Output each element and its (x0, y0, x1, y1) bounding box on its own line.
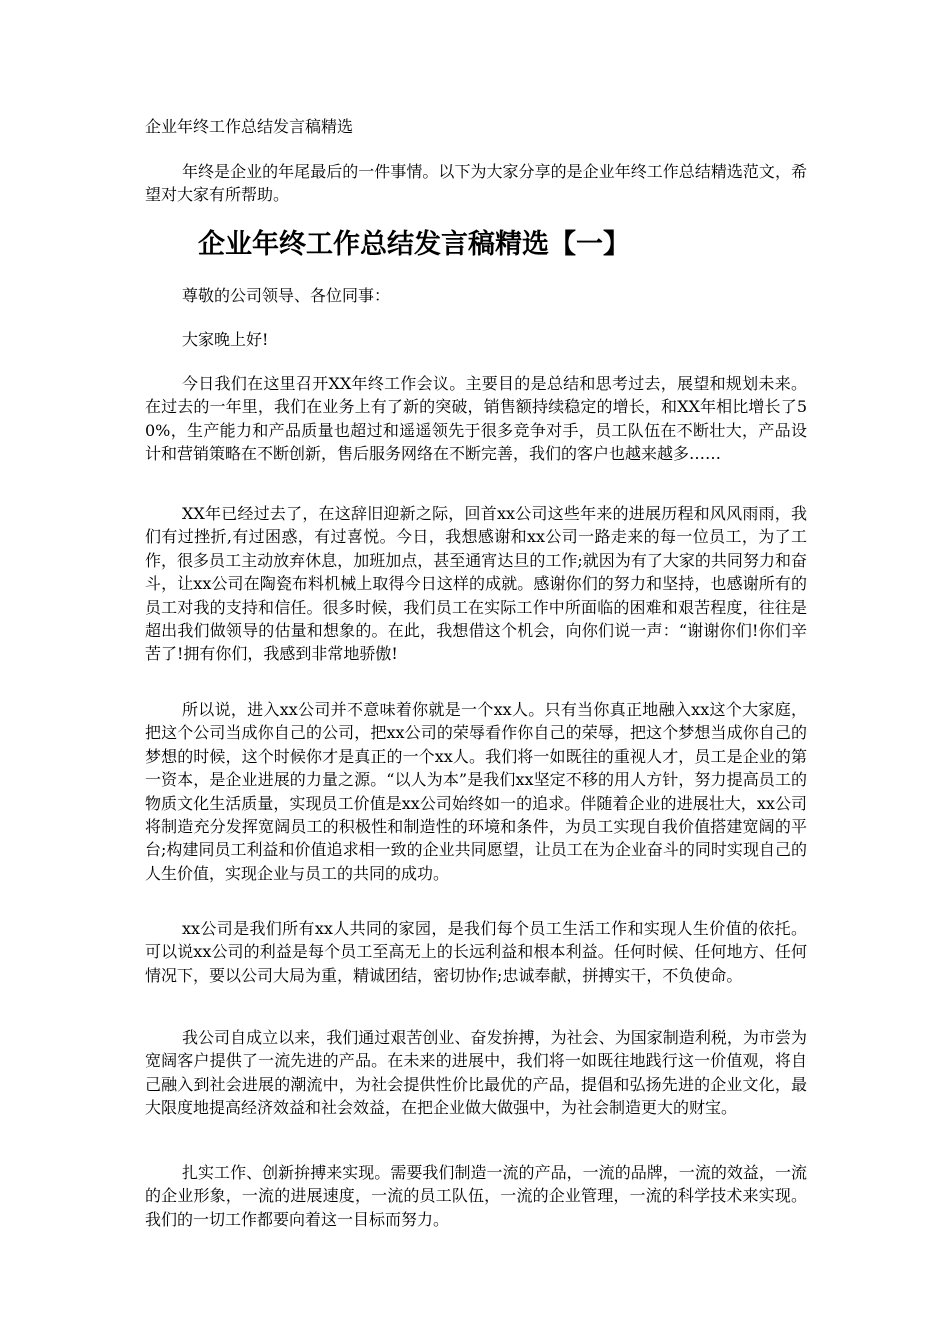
intro-paragraph: 年终是企业的年尾最后的一件事情。以下为大家分享的是企业年终工作总结精选范文，希望对大家有所帮助。 (145, 162, 807, 205)
salutation-line: 大家晚上好! (182, 330, 269, 349)
body-paragraph-1: 今日我们在这里召开XX年终工作会议。主要目的是总结和思考过去，展望和规划未来。在过去的一年里，我们在业务上有了新的突破，销售额持续稳定的增长，和XX年相比增长了50%，生产能力和产品质量也超过和遥遥领先于很多竞争对手，员工队伍在不断壮大，产品设计和营销策略在不断创新，售后服务网络在不断完善，我们的客户也越来越多…… (145, 374, 807, 464)
document-title: 企业年终工作总结发言稿精选 (145, 117, 354, 136)
body-paragraph-4: xx公司是我们所有xx人共同的家园，是我们每个员工生活工作和实现人生价值的依托。可以说xx公司的利益是每个员工至高无上的长远利益和根本利益。任何时候、任何地方、任何情况下，要以公司大局为重，精诚团结，密切协作;忠诚奉献，拼搏实干，不负使命。 (145, 919, 807, 985)
greeting-line: 尊敬的公司领导、各位同事： (182, 286, 391, 305)
body-paragraph-5: 我公司自成立以来，我们通过艰苦创业、奋发拚搏，为社会、为国家制造利税，为市尝为宽阔客户提供了一流先进的产品。在未来的进展中，我们将一如既往地践行这一价值观，将自己融入到社会进展的潮流中，为社会提供性价比最优的产品，提倡和弘扬先进的企业文化，最大限度地提高经济效益和社会效益，在把企业做大做强中，为社会制造更大的财宝。 (145, 1028, 807, 1118)
section-heading: 企业年终工作总结发言稿精选【一】 (198, 229, 630, 260)
body-paragraph-6: 扎实工作、创新拚搏来实现。需要我们制造一流的产品，一流的品牌，一流的效益，一流的企业形象，一流的进展速度，一流的员工队伍，一流的企业管理，一流的科学技术来实现。我们的一切工作都要向着这一目标而努力。 (145, 1163, 807, 1229)
body-paragraph-2: XX年已经过去了，在这辞旧迎新之际，回首xx公司这些年来的进展历程和风风雨雨，我们有过挫折,有过困惑，有过喜悦。今日，我想感谢和xx公司一路走来的每一位员工，为了工作，很多员工主动放弃休息，加班加点，甚至通宵达旦的工作;就因为有了大家的共同努力和奋斗，让xx公司在陶瓷布料机械上取得今日这样的成就。感谢你们的努力和坚持，也感谢所有的员工对我的支持和信任。很多时候，我们员工在实际工作中所面临的困难和艰苦程度，往往是超出我们做领导的估量和想象的。在此，我想借这个机会，向你们说一声：“谢谢你们!你们辛苦了!拥有你们，我感到非常地骄傲! (145, 504, 807, 664)
body-paragraph-3: 所以说，进入xx公司并不意味着你就是一个xx人。只有当你真正地融入xx这个大家庭，把这个公司当成你自己的公司，把xx公司的荣辱看作你自己的荣辱，把这个梦想当成你自己的梦想的时候，这个时候你才是真正的一个xx人。我们将一如既往的重视人才，员工是企业的第一资本，是企业进展的力量之源。“以人为本”是我们xx坚定不移的用人方针，努力提高员工的物质文化生活质量，实现员工价值是xx公司始终如一的追求。伴随着企业的进展壮大，xx公司将制造充分发挥宽阔员工的积极性和制造性的环境和条件，为员工实现自我价值搭建宽阔的平台;构建同员工利益和价值追求相一致的企业共同愿望，让员工在为企业奋斗的同时实现自己的人生价值，实现企业与员工的共同的成功。 (145, 700, 807, 883)
